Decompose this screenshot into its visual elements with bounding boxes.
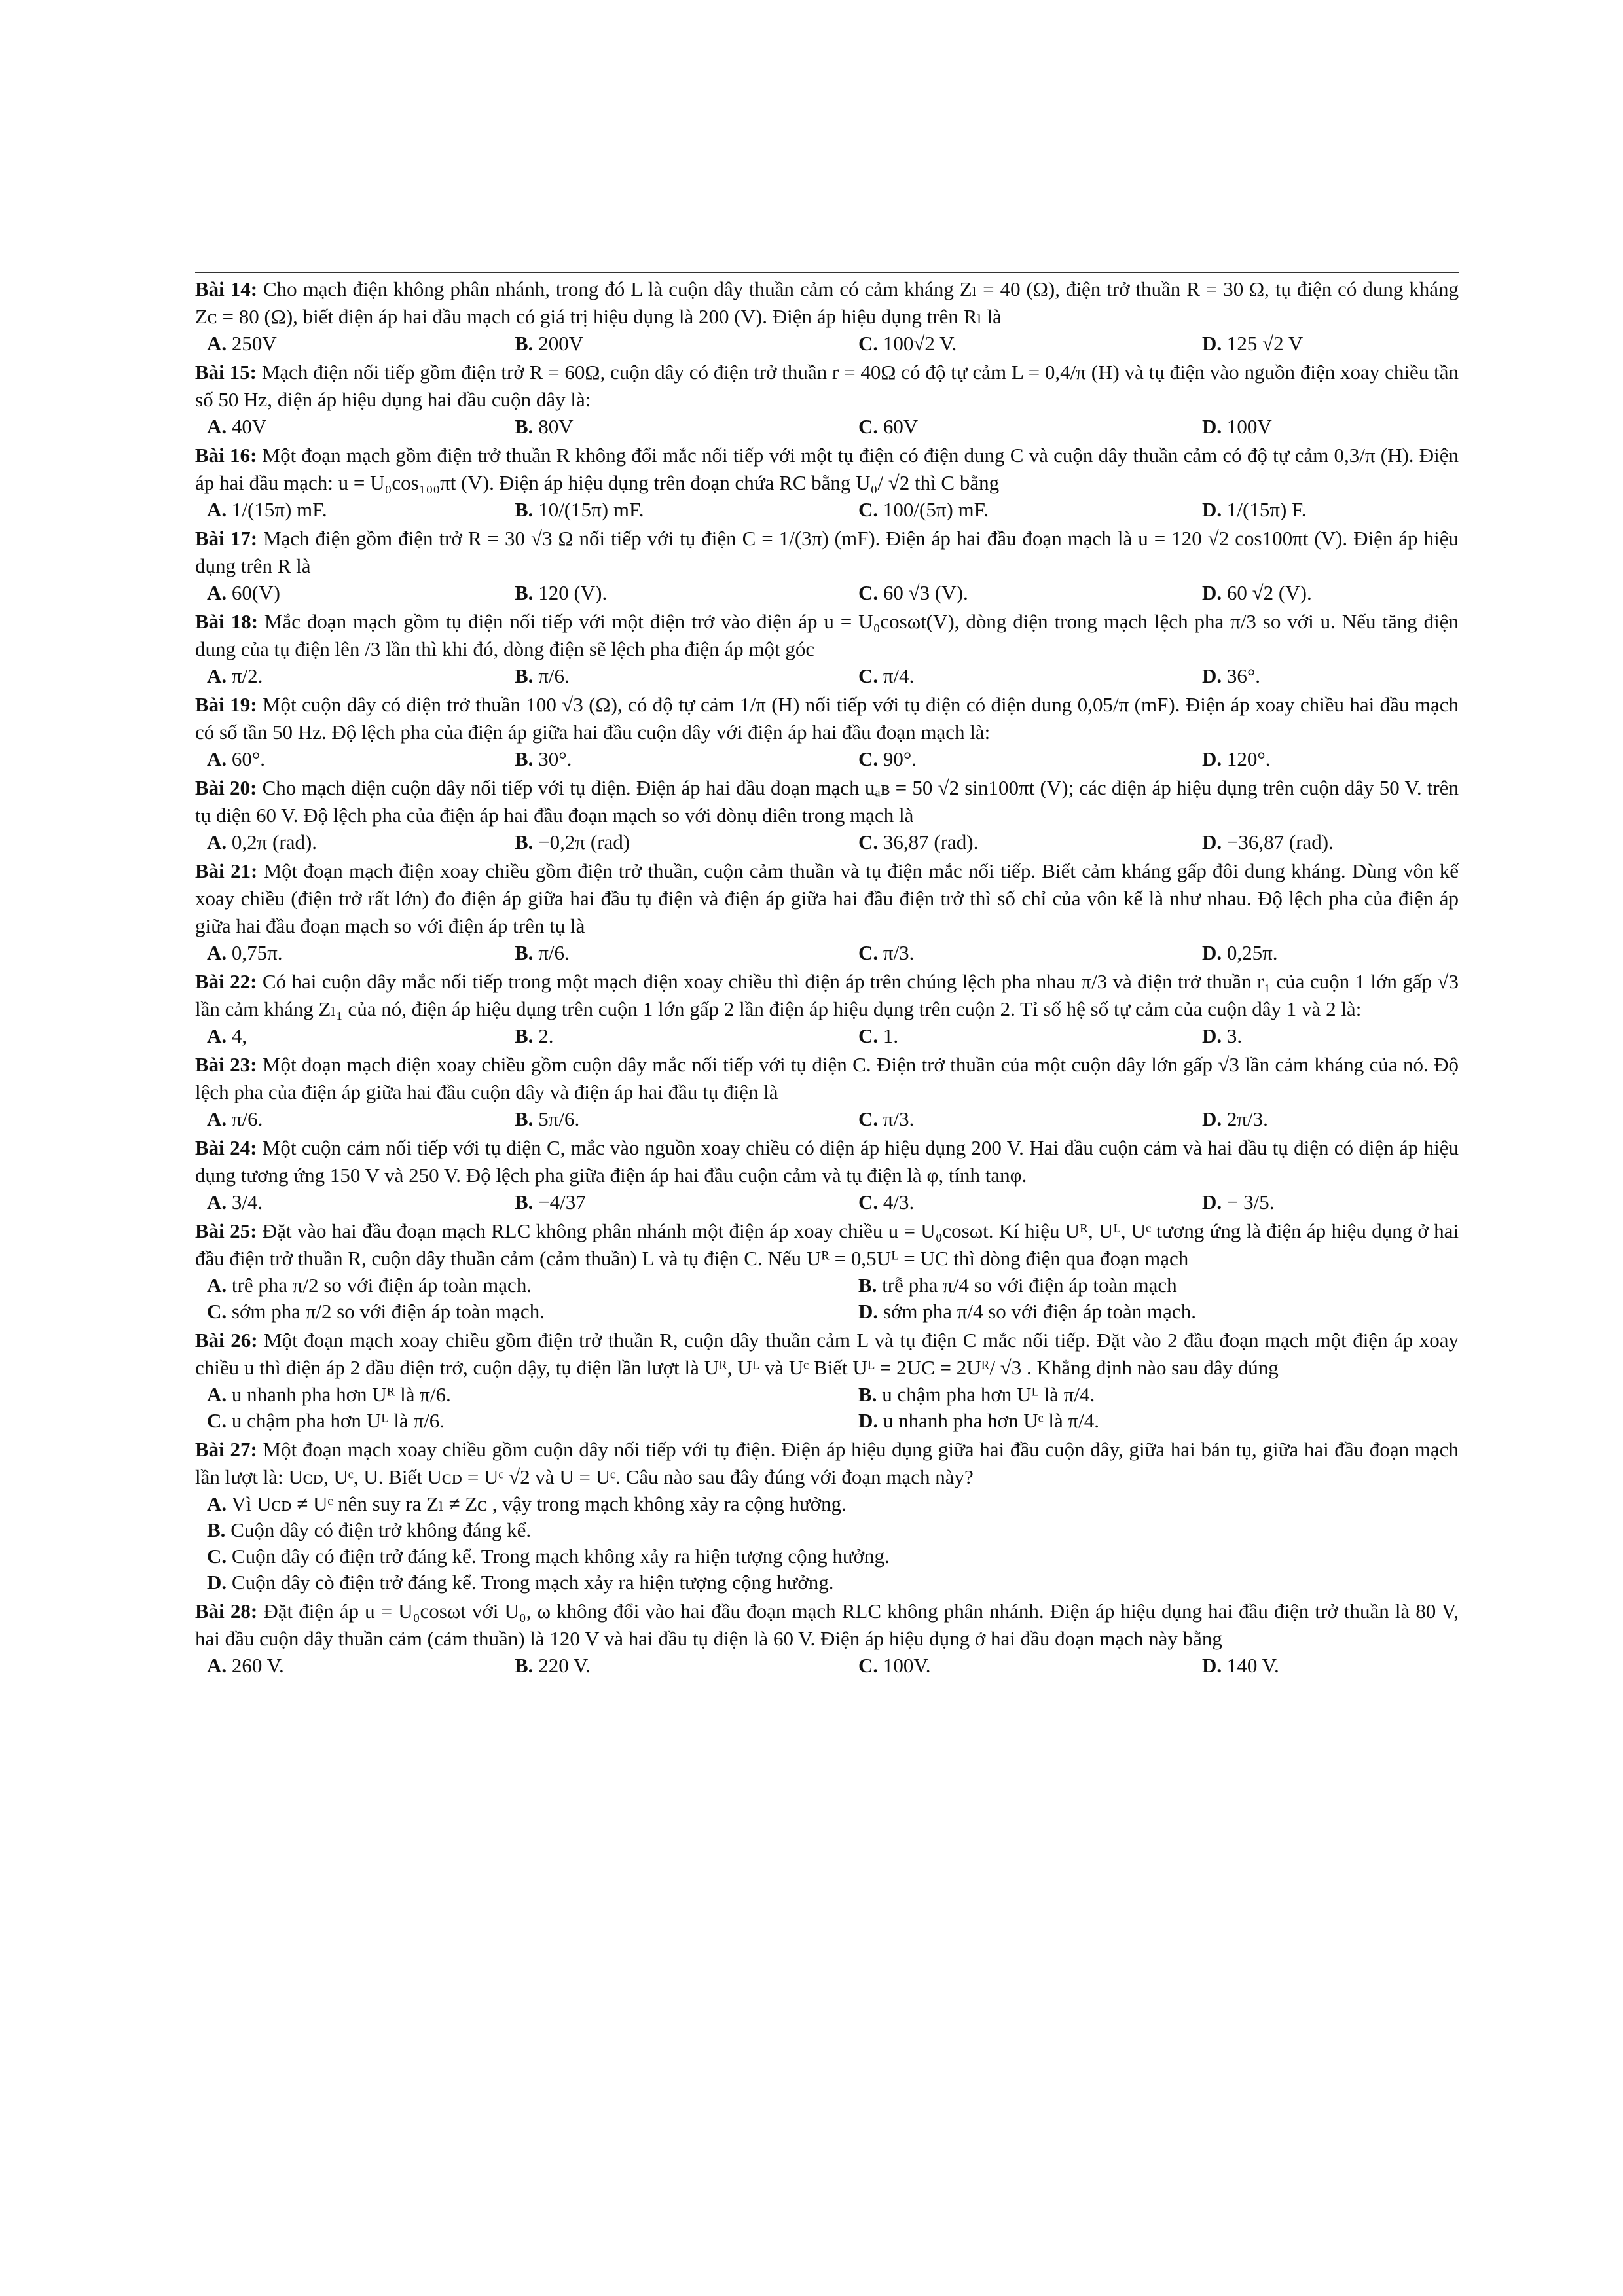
answer-option xyxy=(858,331,1202,357)
problem-block xyxy=(195,1327,1459,1434)
answer-option xyxy=(858,1189,1202,1215)
answer-option xyxy=(515,829,858,855)
problem-statement xyxy=(195,359,1459,414)
problem-statement xyxy=(195,1051,1459,1106)
option-key: D. xyxy=(1202,1107,1222,1130)
option-text: 60°. xyxy=(231,747,266,770)
option-text: sớm pha π/2 so với điện áp toàn mạch. xyxy=(231,1300,545,1323)
problem-statement xyxy=(195,1327,1459,1382)
option-key: D. xyxy=(1202,332,1222,355)
answer-option xyxy=(207,829,515,855)
answer-option xyxy=(858,1023,1202,1049)
answer-option xyxy=(207,1382,858,1408)
answer-option xyxy=(515,1106,858,1132)
answer-options xyxy=(195,1106,1459,1132)
option-key: A. xyxy=(207,1107,227,1130)
answer-option xyxy=(207,1570,1459,1596)
option-key: A. xyxy=(207,831,227,853)
answer-option xyxy=(1202,497,1470,523)
problem-statement xyxy=(195,1436,1459,1491)
option-key: A. xyxy=(207,581,227,604)
problem-text: Mạch điện nối tiếp gồm điện trở R = 60Ω, cuộn dây có điện trở thuần r = 40Ω có độ tự cảm L = 0,4/π (H) và tụ điện vào nguồn điện xoay chiều tần số 50 Hz, điện áp hiệu dụng hai đầu cuộn dây là: xyxy=(195,361,1459,411)
option-text: 36,87 (rad). xyxy=(883,831,979,853)
option-text: π/6. xyxy=(538,664,570,687)
problem-block xyxy=(195,276,1459,357)
answer-option xyxy=(515,580,858,606)
option-key: D. xyxy=(1202,415,1222,438)
answer-options xyxy=(195,414,1459,440)
answer-option xyxy=(207,1272,858,1299)
problem-label: Bài 15: xyxy=(195,361,257,384)
option-text: 3/4. xyxy=(231,1191,263,1213)
option-text: trê pha π/2 so với điện áp toàn mạch. xyxy=(231,1274,532,1297)
problem-list xyxy=(195,276,1459,1679)
answer-option xyxy=(207,746,515,772)
answer-options xyxy=(195,829,1459,855)
option-key: B. xyxy=(207,1518,226,1541)
answer-option xyxy=(207,1517,1459,1543)
problem-block xyxy=(195,442,1459,523)
answer-option xyxy=(515,746,858,772)
option-key: C. xyxy=(858,831,879,853)
option-key: C. xyxy=(858,332,879,355)
problem-block xyxy=(195,525,1459,606)
option-key: C. xyxy=(207,1300,227,1323)
problem-label: Bài 24: xyxy=(195,1136,257,1159)
option-text: Vì Uᴄᴅ ≠ Uᶜ nên suy ra Zₗ ≠ Zᴄ , vậy trong mạch không xảy ra cộng hưởng. xyxy=(231,1492,847,1515)
problem-statement xyxy=(195,1134,1459,1189)
problem-label: Bài 16: xyxy=(195,444,257,467)
option-text: 100√2 V. xyxy=(883,332,957,355)
answer-option xyxy=(858,497,1202,523)
answer-option xyxy=(1202,1106,1470,1132)
answer-option xyxy=(515,1653,858,1679)
answer-option xyxy=(207,940,515,966)
option-key: D. xyxy=(858,1409,879,1432)
answer-option xyxy=(207,1408,858,1434)
problem-statement xyxy=(195,442,1459,497)
answer-option xyxy=(1202,1023,1470,1049)
problem-label: Bài 28: xyxy=(195,1600,258,1623)
problem-text: Một đoạn mạch điện xoay chiều gồm cuộn dây mắc nối tiếp với tụ điện C. Điện trở thuần của một cuộn dây lớn gấp √3 lần cảm kháng của nó. Độ lệch pha của điện áp giữa hai đầu cuộn dây và điện áp hai đầu tụ điện là xyxy=(195,1053,1459,1103)
option-text: π/2. xyxy=(231,664,263,687)
option-text: u chậm pha hơn Uᴸ là π/4. xyxy=(882,1383,1095,1406)
problem-statement xyxy=(195,691,1459,746)
answer-option xyxy=(858,940,1202,966)
option-key: D. xyxy=(1202,1191,1222,1213)
option-key: C. xyxy=(858,498,879,521)
option-text: u chậm pha hơn Uᴸ là π/6. xyxy=(231,1409,445,1432)
problem-statement xyxy=(195,857,1459,940)
option-text: 60(V) xyxy=(231,581,280,604)
option-text: 220 V. xyxy=(538,1654,591,1677)
option-key: D. xyxy=(1202,747,1222,770)
answer-option xyxy=(207,1189,515,1215)
answer-option xyxy=(1202,829,1470,855)
option-text: Cuộn dây có điện trở không đáng kể. xyxy=(230,1518,532,1541)
answer-option xyxy=(515,1189,858,1215)
answer-option xyxy=(1202,663,1470,689)
answer-option xyxy=(207,1106,515,1132)
option-text: − 3/5. xyxy=(1226,1191,1275,1213)
problem-block xyxy=(195,1134,1459,1215)
option-text: π/3. xyxy=(883,1107,915,1130)
answer-options xyxy=(195,940,1459,966)
problem-text: Đặt điện áp u = U₀cosωt với U₀, ω không đổi vào hai đầu đoạn mạch RLC không phân nhánh. Điện áp hiệu dụng hai đầu điện trở thuần là 80 V, hai đầu cuộn dây thuần cảm (cảm thuần) là 120 V và hai đầu tụ điện là 60 V. Điện áp hiệu dụng ở hai đầu đoạn mạch này bằng xyxy=(195,1600,1459,1650)
option-key: C. xyxy=(858,941,879,964)
problem-block xyxy=(195,608,1459,689)
answer-option xyxy=(207,497,515,523)
answer-option xyxy=(858,1299,1470,1325)
option-text: 80V xyxy=(538,415,574,438)
answer-option xyxy=(207,1543,1459,1570)
option-key: D. xyxy=(207,1571,227,1594)
problem-block xyxy=(195,1051,1459,1132)
option-text: 0,25π. xyxy=(1226,941,1278,964)
option-key: B. xyxy=(515,1107,534,1130)
problem-block xyxy=(195,1436,1459,1596)
option-key: B. xyxy=(515,664,534,687)
option-key: D. xyxy=(1202,1654,1222,1677)
problem-text: Có hai cuộn dây mắc nối tiếp trong một mạch điện xoay chiều thì điện áp trên chúng lệch pha nhau π/3 và điện trở thuần r₁ của cuộn 1 lớn gấp √3 lần cảm kháng Zₗ₁ của nó, điện áp hiệu dụng trên cuộn 1 lớn gấp 2 lần điện áp hiệu dụng trên cuộn 2. Tỉ số hệ số tự cảm của cuộn dây 1 và 2 là: xyxy=(195,970,1459,1020)
option-key: A. xyxy=(207,1024,227,1047)
option-text: 4, xyxy=(231,1024,247,1047)
option-key: A. xyxy=(207,664,227,687)
problem-label: Bài 23: xyxy=(195,1053,257,1076)
problem-statement xyxy=(195,774,1459,829)
top-rule xyxy=(195,272,1459,273)
option-key: C. xyxy=(858,581,879,604)
option-text: 1/(15π) mF. xyxy=(231,498,327,521)
option-text: π/6. xyxy=(231,1107,263,1130)
option-key: A. xyxy=(207,1654,227,1677)
option-text: u nhanh pha hơn Uᴿ là π/6. xyxy=(231,1383,451,1406)
answer-options xyxy=(195,1491,1459,1596)
problem-label: Bài 18: xyxy=(195,610,259,633)
option-key: B. xyxy=(515,941,534,964)
option-text: π/6. xyxy=(538,941,570,964)
option-text: 60 √2 (V). xyxy=(1226,581,1312,604)
answer-option xyxy=(858,580,1202,606)
option-text: 30°. xyxy=(538,747,572,770)
option-text: 100/(5π) mF. xyxy=(883,498,989,521)
answer-options xyxy=(195,663,1459,689)
answer-option xyxy=(1202,1653,1470,1679)
option-text: 260 V. xyxy=(231,1654,284,1677)
answer-options xyxy=(195,497,1459,523)
answer-option xyxy=(207,663,515,689)
problem-label: Bài 20: xyxy=(195,776,257,799)
option-text: π/4. xyxy=(883,664,915,687)
option-key: C. xyxy=(858,1191,879,1213)
option-text: 3. xyxy=(1226,1024,1243,1047)
answer-option xyxy=(858,1272,1470,1299)
option-key: D. xyxy=(1202,831,1222,853)
option-text: 100V. xyxy=(883,1654,931,1677)
option-text: trễ pha π/4 so với điện áp toàn mạch xyxy=(882,1274,1177,1297)
option-text: 1/(15π) F. xyxy=(1226,498,1307,521)
answer-options xyxy=(195,331,1459,357)
answer-option xyxy=(1202,414,1470,440)
problem-text: Một đoạn mạch điện xoay chiều gồm điện trở thuần, cuộn cảm thuần và tụ điện mắc nối tiếp. Biết cảm kháng gấp đôi dung kháng. Dùng vôn kế xoay chiều (điện trở rất lớn) đo điện áp giữa hai đầu tụ điện và điện áp giữa hai đầu điện trở thì số chỉ của vôn kế là như nhau. Độ lệch pha của điện áp giữa hai đầu đoạn mạch so với điện áp trên tụ là xyxy=(195,859,1459,937)
option-text: 5π/6. xyxy=(538,1107,580,1130)
option-text: 0,2π (rad). xyxy=(231,831,318,853)
answer-options xyxy=(195,1653,1459,1679)
problem-text: Một cuộn cảm nối tiếp với tụ điện C, mắc vào nguồn xoay chiều có điện áp hiệu dụng 200 V. Hai đầu cuộn cảm và hai đầu tụ điện có điện áp hiệu dụng tương ứng 150 V và 250 V. Độ lệch pha giữa điện áp hai đầu cuộn cảm và tụ điện là φ, tính tanφ. xyxy=(195,1136,1459,1187)
answer-option xyxy=(1202,940,1470,966)
answer-option xyxy=(858,1382,1470,1408)
answer-option xyxy=(207,1023,515,1049)
option-key: A. xyxy=(207,1492,227,1515)
problem-label: Bài 27: xyxy=(195,1438,257,1461)
problem-block xyxy=(195,968,1459,1049)
answer-option xyxy=(515,414,858,440)
problem-statement xyxy=(195,1217,1459,1272)
answer-options xyxy=(195,1382,1459,1434)
answer-option xyxy=(1202,331,1470,357)
worksheet xyxy=(195,272,1459,1681)
option-key: A. xyxy=(207,1383,227,1406)
option-text: −36,87 (rad). xyxy=(1226,831,1334,853)
answer-option xyxy=(1202,1189,1470,1215)
option-key: B. xyxy=(515,747,534,770)
option-text: 250V xyxy=(231,332,277,355)
option-key: B. xyxy=(515,581,534,604)
option-text: −4/37 xyxy=(538,1191,586,1213)
answer-option xyxy=(207,414,515,440)
answer-options xyxy=(195,1023,1459,1049)
answer-option xyxy=(207,331,515,357)
answer-options xyxy=(195,1189,1459,1215)
answer-option xyxy=(207,580,515,606)
option-key: B. xyxy=(515,831,534,853)
answer-option xyxy=(1202,580,1470,606)
problem-text: Cho mạch điện cuộn dây nối tiếp với tụ điện. Điện áp hai đầu đoạn mạch uₐʙ = 50 √2 sin100πt (V); các điện áp hiệu dụng trên cuộn dây 50 V. trên tụ diện 60 V. Độ lệch pha của điện áp hai đầu đoạn mạch so với dònụ diên trong mạch là xyxy=(195,776,1459,827)
problem-text: Một đoạn mạch gồm điện trở thuần R không đổi mắc nối tiếp với một tụ điện có điện dung C và cuộn dây thuần cảm có độ tự cảm 0,3/π (H). Điện áp hai đầu mạch: u = U₀cos₁₀₀πt (V). Điện áp hiệu dụng trên đoạn chứa RC bằng U₀/ √2 thì C bằng xyxy=(195,444,1459,494)
option-key: A. xyxy=(207,332,227,355)
option-text: −0,2π (rad) xyxy=(538,831,630,853)
answer-options xyxy=(195,746,1459,772)
problem-text: Đặt vào hai đầu đoạn mạch RLC không phân nhánh một điện áp xoay chiều u = U₀cosωt. Kí hiệu Uᴿ, Uᴸ, Uᶜ tương ứng là điện áp hiệu dụng ở hai đầu điện trở thuần R, cuộn dây thuần cảm (cảm thuần) L và tụ điện C. Nếu Uᴿ = 0,5Uᴸ = UC thì dòng điện qua đoạn mạch xyxy=(195,1219,1459,1270)
problem-text: Một đoạn mạch xoay chiều gồm điện trở thuần R, cuộn dây thuần cảm L và tụ điện C mắc nối tiếp. Đặt vào 2 đầu đoạn mạch một điện áp xoay chiều u thì điện áp 2 đầu điện trở, cuộn dậy, tụ điện lần lượt là Uᴿ, Uᴸ và Uᶜ Biết Uᴸ = 2UC = 2Uᴿ/ √3 . Khẳng định nào sau đây đúng xyxy=(195,1329,1459,1379)
option-key: A. xyxy=(207,747,227,770)
option-key: B. xyxy=(515,415,534,438)
option-key: B. xyxy=(515,1024,534,1047)
answer-option xyxy=(207,1299,858,1325)
option-key: A. xyxy=(207,941,227,964)
option-key: C. xyxy=(207,1545,227,1568)
problem-text: Một đoạn mạch xoay chiều gồm cuộn dây nối tiếp với tụ điện. Điện áp hiệu dụng giữa hai đầu cuộn dây, giữa hai bản tụ, giữa hai đầu đoạn mạch lần lượt là: Uᴄᴅ, Uᶜ, U. Biết Uᴄᴅ = Uᶜ √2 và U = Uᶜ. Câu nào sau đây đúng với đoạn mạch này? xyxy=(195,1438,1459,1488)
option-text: 140 V. xyxy=(1226,1654,1279,1677)
problem-label: Bài 19: xyxy=(195,693,257,716)
option-key: B. xyxy=(515,498,534,521)
option-key: C. xyxy=(858,1107,879,1130)
problem-label: Bài 21: xyxy=(195,859,258,882)
option-text: u nhanh pha hơn Uᶜ là π/4. xyxy=(883,1409,1100,1432)
problem-statement xyxy=(195,968,1459,1023)
problem-block xyxy=(195,1217,1459,1325)
option-text: 90°. xyxy=(883,747,917,770)
option-text: 1. xyxy=(883,1024,899,1047)
option-key: D. xyxy=(1202,941,1222,964)
option-text: 4/3. xyxy=(883,1191,915,1213)
answer-option xyxy=(858,414,1202,440)
answer-option xyxy=(515,1023,858,1049)
problem-statement xyxy=(195,608,1459,663)
problem-block xyxy=(195,691,1459,772)
option-key: C. xyxy=(207,1409,227,1432)
option-key: D. xyxy=(1202,664,1222,687)
option-key: C. xyxy=(858,747,879,770)
answer-options xyxy=(195,1272,1459,1325)
problem-label: Bài 14: xyxy=(195,278,258,300)
problem-label: Bài 25: xyxy=(195,1219,257,1242)
answer-option xyxy=(858,829,1202,855)
option-text: π/3. xyxy=(883,941,915,964)
option-key: C. xyxy=(858,664,879,687)
answer-option xyxy=(858,1653,1202,1679)
option-key: D. xyxy=(858,1300,879,1323)
problem-text: Một cuộn dây có điện trở thuần 100 √3 (Ω), có độ tự cảm 1/π (H) nối tiếp với tụ điện có điện dung 0,05/π (mF). Điện áp xoay chiều hai đầu mạch có số tần 50 Hz. Độ lệch pha của điện áp giữa hai đầu cuộn dây với điện áp hai đầu đoạn mạch là: xyxy=(195,693,1459,744)
answer-option xyxy=(515,497,858,523)
problem-label: Bài 17: xyxy=(195,527,258,550)
option-text: 60V xyxy=(883,415,919,438)
option-text: 10/(15π) mF. xyxy=(538,498,644,521)
problem-label: Bài 26: xyxy=(195,1329,258,1352)
option-key: A. xyxy=(207,415,227,438)
option-text: 120°. xyxy=(1226,747,1271,770)
option-text: 60 √3 (V). xyxy=(883,581,968,604)
problem-text: Cho mạch điện không phân nhánh, trong đó L là cuộn dây thuần cảm có cảm kháng Zₗ = 40 (Ω), điện trở thuần R = 30 Ω, tụ điện có dung kháng Zᴄ = 80 (Ω), biết điện áp hai đầu mạch có giá trị hiệu dụng là 200 (V). Điện áp hiệu dụng trên Rₗ là xyxy=(195,278,1459,328)
option-key: B. xyxy=(515,1654,534,1677)
option-text: 125 √2 V xyxy=(1226,332,1304,355)
option-text: 2π/3. xyxy=(1226,1107,1268,1130)
answer-option xyxy=(515,331,858,357)
answer-option xyxy=(858,663,1202,689)
option-key: B. xyxy=(858,1383,877,1406)
problem-statement xyxy=(195,276,1459,331)
option-text: 40V xyxy=(231,415,267,438)
option-text: 100V xyxy=(1226,415,1272,438)
option-key: D. xyxy=(1202,1024,1222,1047)
option-key: A. xyxy=(207,498,227,521)
option-key: A. xyxy=(207,1191,227,1213)
option-key: C. xyxy=(858,1654,879,1677)
problem-statement xyxy=(195,525,1459,580)
option-text: 120 (V). xyxy=(538,581,608,604)
option-key: A. xyxy=(207,1274,227,1297)
problem-block xyxy=(195,1598,1459,1679)
answer-options xyxy=(195,580,1459,606)
problem-block xyxy=(195,774,1459,855)
option-text: Cuộn dây cò điện trở đáng kể. Trong mạch xảy ra hiện tượng cộng hưởng. xyxy=(231,1571,834,1594)
option-text: 2. xyxy=(538,1024,554,1047)
problem-label: Bài 22: xyxy=(195,970,257,993)
problem-statement xyxy=(195,1598,1459,1653)
option-key: D. xyxy=(1202,581,1222,604)
problem-text: Mạch điện gồm điện trở R = 30 √3 Ω nối tiếp với tụ điện C = 1/(3π) (mF). Điện áp hai đầu đoạn mạch là u = 120 √2 cos100πt (V). Điện áp hiệu dụng trên R là xyxy=(195,527,1459,577)
option-key: C. xyxy=(858,415,879,438)
answer-option xyxy=(207,1491,1459,1517)
problem-block xyxy=(195,359,1459,440)
option-key: B. xyxy=(515,1191,534,1213)
option-text: sớm pha π/4 so với điện áp toàn mạch. xyxy=(883,1300,1196,1323)
answer-option xyxy=(515,940,858,966)
answer-option xyxy=(207,1653,515,1679)
option-text: 0,75π. xyxy=(231,941,283,964)
option-key: B. xyxy=(515,332,534,355)
option-text: Cuộn dây có điện trở đáng kể. Trong mạch không xảy ra hiện tượng cộng hưởng. xyxy=(231,1545,890,1568)
answer-option xyxy=(858,1106,1202,1132)
problem-text: Mắc đoạn mạch gồm tụ điện nối tiếp với một điện trở vào điện áp u = U₀cosωt(V), dòng điện trong mạch lệch pha π/3 so với u. Nếu tăng điện dung của tụ điện lên /3 lần thì khi đó, dòng điện sẽ lệch pha điện áp một góc xyxy=(195,610,1459,660)
option-key: C. xyxy=(858,1024,879,1047)
answer-option xyxy=(515,663,858,689)
problem-block xyxy=(195,857,1459,966)
answer-option xyxy=(858,746,1202,772)
option-text: 36°. xyxy=(1226,664,1261,687)
answer-option xyxy=(858,1408,1470,1434)
option-text: 200V xyxy=(538,332,584,355)
answer-option xyxy=(1202,746,1470,772)
option-key: D. xyxy=(1202,498,1222,521)
option-key: B. xyxy=(858,1274,877,1297)
